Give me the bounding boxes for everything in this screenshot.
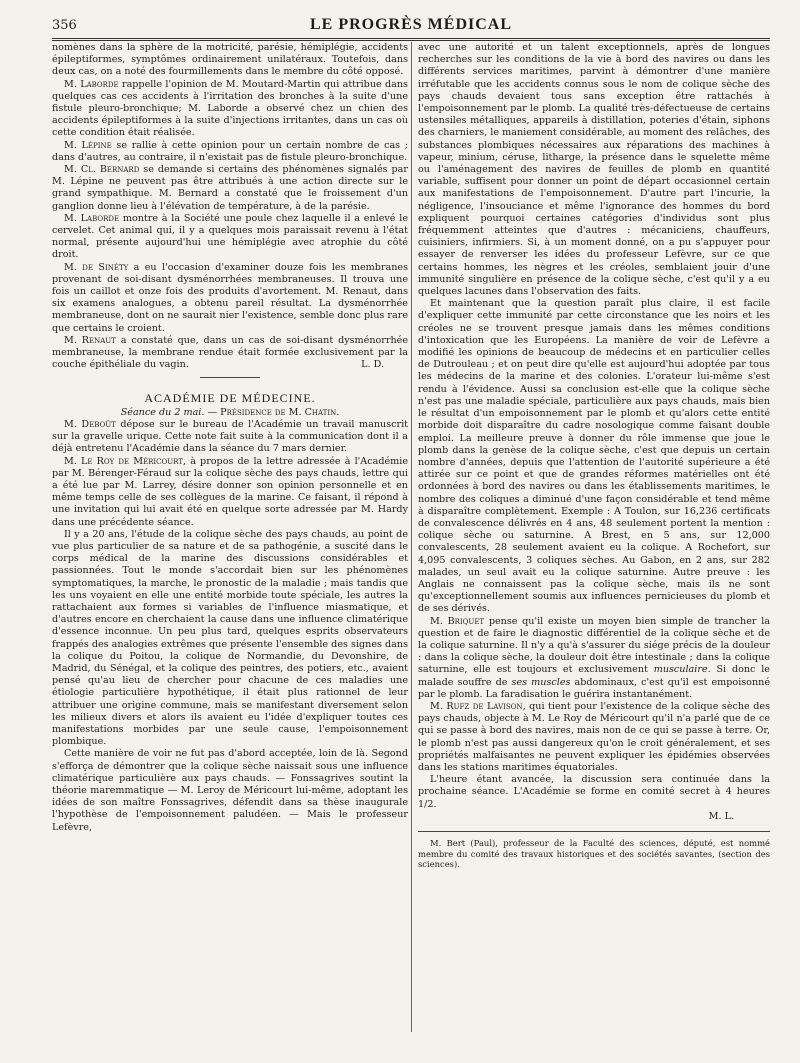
speaker-name: M. Cl. Bernard: [64, 164, 140, 176]
column-separator: [411, 42, 412, 1032]
speaker-name: M. Briquet: [430, 615, 485, 627]
paragraph: [52, 79, 408, 140]
left-column: [52, 42, 408, 834]
page-number: 356: [52, 18, 77, 33]
paragraph-text: . Si donc le malade souffre de: [418, 664, 770, 688]
paragraph-text: , qui tient pour l'existence de la colique sèche des pays chauds, objecte à M. Le Roy de Méricourt qu'il n'a parlé que de ce qui se passe à bord des navires, mais non de ce qui se passe à terre. Or, le plomb n'est pas aussi dangereux qu'on le croit généralement, et ses propriétés malfaisantes ne peuvent expliquer les épidémies observées dans les stations maritimes équatoriales.: [418, 700, 770, 773]
seance-presidence: — Présidence de M. Chatin.: [204, 406, 340, 418]
paragraph-text: dépose sur le bureau de l'Académie un travail manuscrit sur la gravelle urique. Cette note fait suite à la communication dont il a déjà entretenu l'Académie dans la séance du 7 mars dernier.: [52, 418, 408, 455]
speaker-name: M. Laborde: [64, 78, 119, 90]
paragraph-text: pense qu'il existe un moyen bien simple de trancher la question et de faire le diagnostic différentiel de la colique sèche et de la colique saturnine. Il n'y a qu'à s'assurer du siége précis de la douleur : dans la colique sèche, la douleur doit être intestinale ; dans la colique saturnine, elle est toujours et exclusivement: [418, 615, 770, 676]
divider: [200, 377, 260, 378]
paragraph-text: se rallie à cette opinion pour un certain nombre de cas ; dans d'autres, au contraire, il n'existait pas de fistule pleuro-bronchique.: [52, 139, 408, 163]
paragraph: avec une autorité et un talent exceptionnels, après de longues recherches sur les conditions de la vie à bord des navires ou dans les différents services maritimes, parvint à démontrer d'une manière irréfutable que les accidents connus sous le nom de colique sèche des pays chauds devaient tous sans exception être rattachés à l'empoisonnement par le plomb. La qualité très-défectueuse de certains ustensiles métalliques, appareils à distillation, poteries d'étain, siphons des charniers, le maniement considérable, au moment des relâches, des substances plombiques nécessaires aux réparations des machines à vapeur, minium, céruse, litharge, la présence dans le squelette même ou l'aménagement des navires de feuilles de plomb en quantité variable, suffisent pour donner un point de départ occasionnel certain aux manifestations de l'empoisonnement. D'autre part l'incurie, la négligence, l'insouciance et même l'ignorance des hommes du bord expliquent pourquoi certaines catégories d'individus sont plus fréquemment atteintes que d'autres : mécaniciens, chauffeurs, cuisiniers, infirmiers. Si, à un moment donné, on a pu s'appuyer pour essayer de renverser les idées du professeur Lefèvre, sur ce que certains hommes, les nègres et les créoles, semblaient jouir d'une immunité singulière en présence de la colique sèche, c'est qu'il y a eu quelques lacunes dans l'observation des faits.: [418, 42, 770, 298]
page-header: [52, 16, 770, 36]
footnote-rule: [418, 831, 770, 832]
signature: M. L.: [708, 810, 734, 822]
seance-line: [52, 407, 408, 419]
paragraph: nomènes dans la sphère de la motricité, parésie, hémiplégie, accidents épileptiformes, symptômes ordinairement unilatéraux. Toutefois, dans deux cas, on a noté des fourmillements dans le membre du côté opposé.: [52, 42, 408, 78]
paragraph: L'heure étant avancée, la discussion sera continuée dans la prochaine séance. L'Académie se forme en comité secret à 4 heures 1/2.: [418, 774, 770, 810]
paragraph: [52, 262, 408, 335]
footnote: M. Bert (Paul), professeur de la Faculté des sciences, député, est nommé membre du comité des travaux historiques et des sociétés savantes, (section des sciences).: [418, 838, 770, 869]
journal-title: LE PROGRÈS MÉDICAL: [309, 16, 513, 33]
speaker-name: M. de Sinéty: [64, 261, 129, 273]
speaker-name: M. Laborde: [64, 212, 120, 224]
paragraph-text: montre à la Société une poule chez laquelle il a enlevé le cervelet. Cet animal qui, il y a quelques mois paraissait revenu à l'état normal, présente aujourd'hui une hémiplégie avec atrophie du côté droit.: [52, 212, 408, 261]
paragraph-text: abdominaux, c'est qu'il est empoisonné par le plomb. La faradisation le guérira instantanément.: [418, 676, 770, 700]
paragraph: [52, 140, 408, 164]
paragraph: Il y a 20 ans, l'étude de la colique sèche des pays chauds, au point de vue plus particulier de sa nature et de sa pathogénie, a suscité dans le corps médical de la marine des discussions considérables et passionnées. Tout le monde s'accordait bien sur les phénomènes symptomatiques, la marche, le pronostic de la maladie ; mais tandis que les uns voyaient en elle une entité morbide toute spéciale, les autres la rattachaient aux formes si variables de l'influence miasmatique, et d'autres encore en cherchaient la cause dans une influence climatérique d'essence inconnue. Un peu plus tard, quelques esprits observateurs frappés des analogies extrêmes que présente l'ensemble des signes dans la colique du Poitou, la colique de Normandie, du Devonshire, de Madrid, du Sénégal, et la colique des peintres, des potiers, etc., avaient pensé qu'au lieu de chercher pour chacune de ces maladies une étiologie particulière hypothétique, il était plus rationnel de leur attribuer une origine commune, mais se manifestant diversement selon les milieux divers et alors ils avaient eu l'idée d'expliquer toutes ces manifestations morbides par une seule cause, l'empoisonnement plombique.: [52, 528, 408, 748]
signature: L. D.: [361, 359, 384, 371]
speaker-name: M. Lépine: [64, 139, 112, 151]
italic-text: ses muscles: [511, 676, 571, 688]
paragraph: Cette manière de voir ne fut pas d'abord acceptée, loin de là. Segond s'efforça de démontrer que la colique sèche naissait sous une influence climatérique particulière aux pays chauds. — Fonssagrives soutint la théorie maremmatique — M. Leroy de Méricourt lui-même, adoptant les idées de son maître Fonssagrives, défendit dans sa thèse inaugurale l'hypothèse de l'empoisonnement paludéen. — Mais le professeur Lefèvre,: [52, 748, 408, 833]
paragraph-text: , à propos de la lettre adressée à l'Académie par M. Bérenger-Féraud sur la colique sèche des pays chauds, lettre qui a été lue par M. Larrey, désire donner son opinion personnelle et en même temps celle de ses collègues de la marine. Ce faisant, il répond à une invitation qui lui avait été en quelque sorte adressée par M. Hardy dans une précédente séance.: [52, 455, 408, 528]
section-title: ACADÉMIE DE MÉDECINE.: [144, 391, 316, 406]
paragraph: [418, 616, 770, 701]
speaker-name: M. Renaut: [64, 334, 116, 346]
paragraph-text: rappelle l'opinion de M. Moutard-Martin qui attribue dans quelques cas ces accidents à l'irritation des bronches à la suite d'une fistule pleuro-bronchique; M. Laborde a observé chez un chien des accidents épileptiformes à la suite d'injections irritantes, dans un cas où cette condition était réalisée.: [52, 78, 408, 139]
paragraph: [52, 419, 408, 456]
paragraph: [52, 213, 408, 262]
paragraph-text: a eu l'occasion d'examiner douze fois les membranes provenant de soi-disant dysménorrhées membraneuses. Il trouva une fois un caillot et onze fois des produits d'avortement. M. Renaut, dans six examens analogues, a obtenu pareil résultat. La dysménorrhée membraneuse, dont on ne saurait nier l'existence, semble donc plus rare que certains le croient.: [52, 261, 408, 334]
speaker-name: M. Deboût: [64, 418, 116, 430]
paragraph: Et maintenant que la question paraît plus claire, il est facile d'expliquer cette immunité par cette circonstance que les noirs et les créoles ne se trouvent presque jamais dans les mêmes conditions d'intoxication que les Européens. La manière de voir de Lefèvre a modifié les opinions de beaucoup de médecins et en particulier celles de Dutrouleau ; et on peut dire qu'elle est aujourd'hui adoptée par tous les médecins de la marine et des colonies. L'orateur lui-même s'est rendu à l'évidence. Aussi sa conclusion est-elle que la colique sèche n'est pas une maladie spéciale, particulière aux pays chauds, mais bien le résultat d'un empoisonnement par le plomb et qu'alors cette entité morbide doit disparaître du cadre nosologique comme faisant double emploi. La meilleure preuve à donner du rôle immense que joue le plomb dans la genèse de la colique sèche, c'est que depuis un certain nombre d'années, depuis que l'attention de l'autorité supérieure a été attirée sur ce point et que de grandes réformes matérielles ont été ordonnées à bord des navires ou dans les établissements maritimes, le nombre des coliques a diminué d'une façon considérable et tend même à disparaître complètement. Exemple : A Toulon, sur 16,236 certificats de convalescence délivrés en 4 ans, 48 seulement portent la mention : colique sèche ou saturnine. A Brest, en 5 ans, sur 12,000 convalescents, 28 seulement avaient eu la colique. A Rochefort, sur 4,095 convalescents, 3 coliques sèches. Au Gabon, en 2 ans, sur 282 malades, un seul avait eu la colique saturnine. Autre preuve : les Anglais ne connaissent pas la colique sèche, mais ils ne sont qu'exceptionnellement soumis aux influences pernicieuses du plomb et de ses dérivés.: [418, 298, 770, 615]
right-column: [418, 42, 770, 870]
speaker-name: M. Le Roy de Méricourt: [64, 455, 183, 467]
paragraph: [52, 456, 408, 529]
header-rule: [52, 38, 770, 41]
paragraph: [52, 335, 408, 372]
paragraph: [418, 701, 770, 774]
paragraph-text: a constaté que, dans un cas de soi-disant dysménorrhée membraneuse, la membrane rendue était formée exclusivement par la couche épithéliale du vagin.: [52, 334, 408, 371]
seance-date: Séance du 2 mai.: [120, 406, 205, 418]
speaker-name: M. Rufz de Lavison: [430, 700, 523, 712]
paragraph-text: se demande si certains des phénomènes signalés par M. Lépine ne peuvent pas être attribués à une action directe sur le grand sympathique. M. Bernard a constaté que le froissement d'un ganglion donne lieu à l'élévation de température, à de la parésie.: [52, 164, 408, 212]
italic-text: musculaire: [653, 664, 708, 676]
paragraph: [52, 164, 408, 213]
